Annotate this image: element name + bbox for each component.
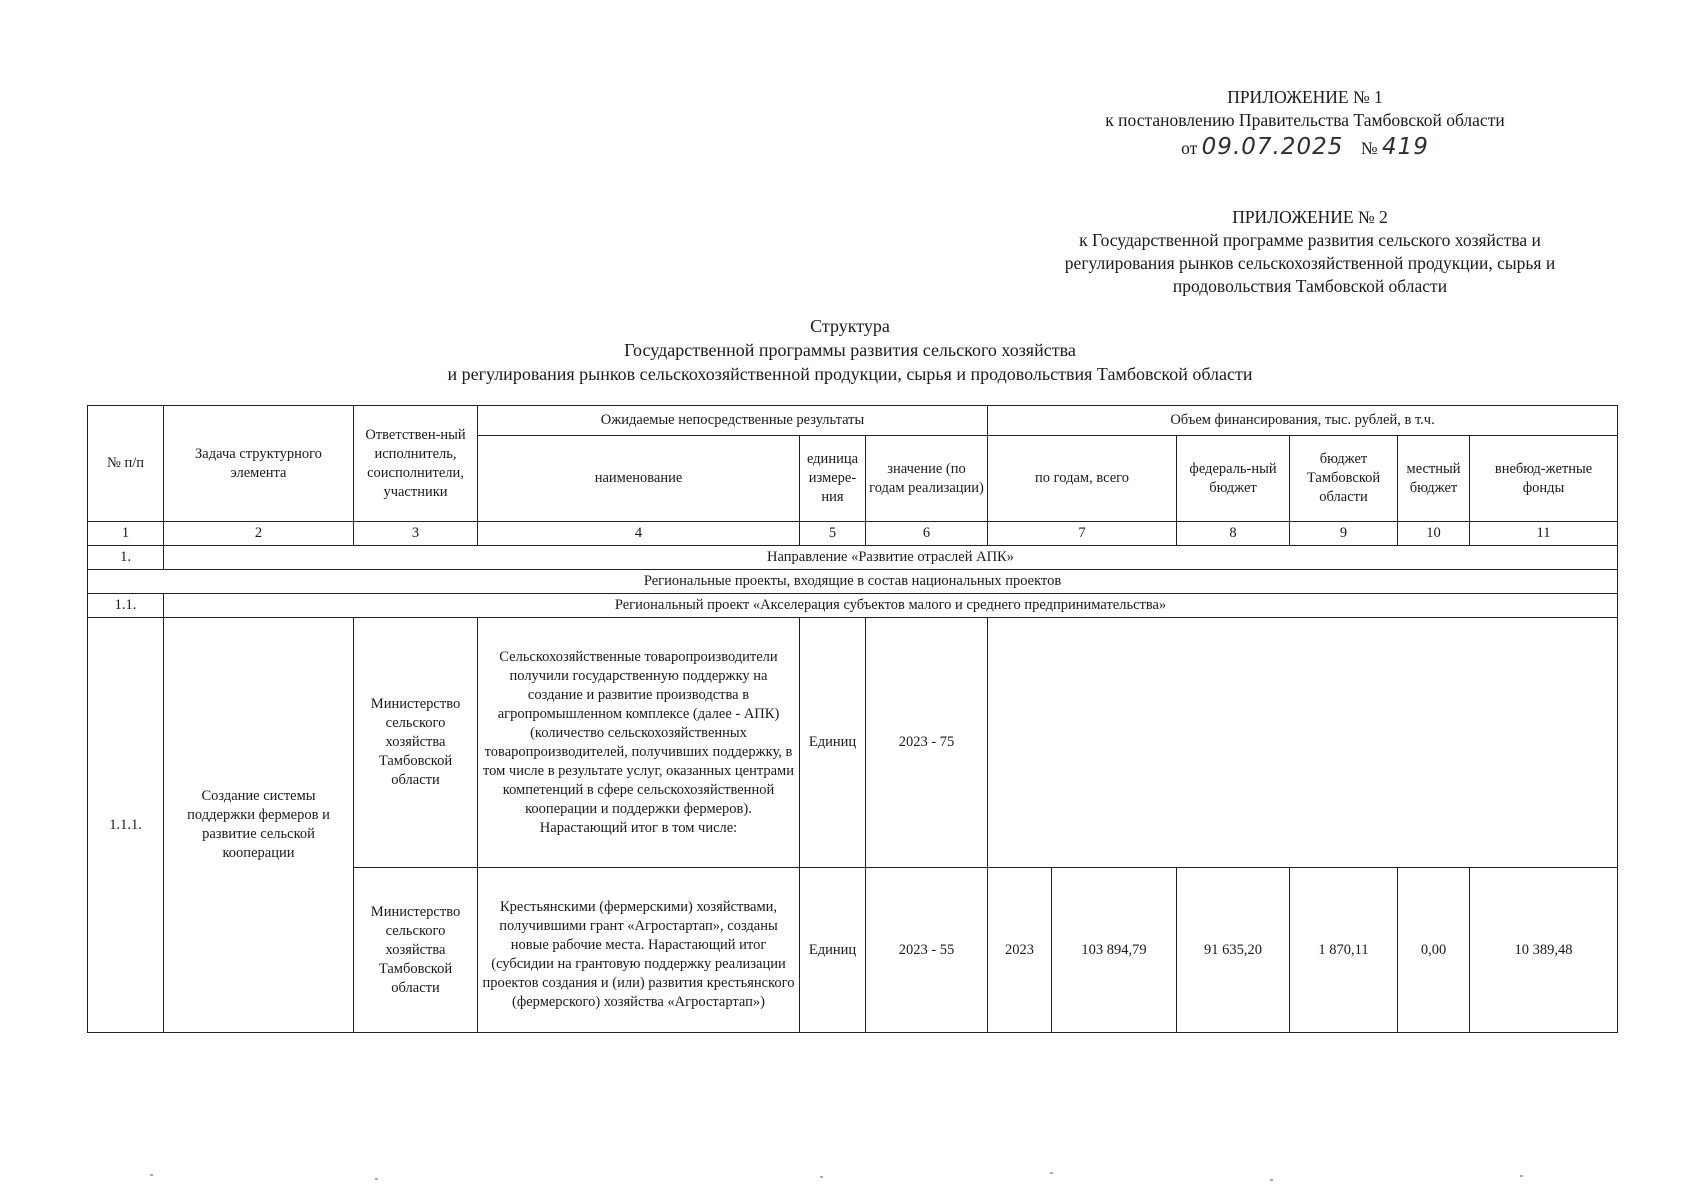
appendix-1-title: ПРИЛОЖЕНИЕ № 1 bbox=[1227, 87, 1383, 107]
col-number: 8 bbox=[1177, 522, 1290, 546]
row-responsible: Министерство сельского хозяйства Тамбовской области bbox=[354, 618, 478, 868]
header-financing: Объем финансирования, тыс. рублей, в т.ч. bbox=[988, 406, 1618, 436]
row-offbudget: 10 389,48 bbox=[1470, 868, 1618, 1033]
header-expected-results: Ожидаемые непосредственные результаты bbox=[478, 406, 988, 436]
section-number: 1. bbox=[88, 546, 164, 570]
column-numbers-row bbox=[88, 522, 1618, 546]
date-prefix: от bbox=[1181, 138, 1198, 158]
col-number: 7 bbox=[988, 522, 1177, 546]
row-value: 2023 - 55 bbox=[866, 868, 988, 1033]
header-local: местный бюджет bbox=[1398, 436, 1470, 522]
appendix-2-block bbox=[1030, 206, 1590, 298]
header-responsible: Ответствен-ный исполнитель, соисполнители, участники bbox=[354, 406, 478, 522]
header-value: значение (по годам реализации) bbox=[866, 436, 988, 522]
scan-speck bbox=[1270, 1179, 1273, 1181]
col-number: 1 bbox=[88, 522, 164, 546]
structure-table bbox=[87, 405, 1618, 1033]
appendix-2-title: ПРИЛОЖЕНИЕ № 2 bbox=[1232, 207, 1388, 227]
header-unit: единица измере-ния bbox=[800, 436, 866, 522]
row-financing-empty bbox=[988, 618, 1618, 868]
appendix-1-block bbox=[1080, 86, 1530, 160]
row-federal: 91 635,20 bbox=[1177, 868, 1290, 1033]
title-line-3: и регулирования рынков сельскохозяйственной продукции, сырья и продовольствия Тамбовской области bbox=[447, 364, 1253, 384]
title-line-1: Структура bbox=[810, 316, 890, 336]
scan-speck bbox=[150, 1174, 153, 1176]
section-number: 1.1. bbox=[88, 594, 164, 618]
col-number: 9 bbox=[1290, 522, 1398, 546]
scan-speck bbox=[1520, 1175, 1523, 1177]
table-row-1-1-1 bbox=[88, 618, 1618, 868]
section-row-1 bbox=[88, 546, 1618, 570]
row-result-name: Крестьянскими (фермерскими) хозяйствами, получившими грант «Агростартап», созданы новые рабочие места. Нарастающий итог (субсидии на грантовую поддержку реализации проектов создания и (или) развития крестьянского (фермерского) хозяйства «Агростартап») bbox=[478, 868, 800, 1033]
appendix-2-line-3: продовольствия Тамбовской области bbox=[1172, 276, 1448, 296]
title-line-2: Государственной программы развития сельского хозяйства bbox=[624, 340, 1076, 360]
col-number: 2 bbox=[164, 522, 354, 546]
appendix-2-line-2: регулирования рынков сельскохозяйственной продукции, сырья и bbox=[1064, 253, 1556, 273]
row-unit: Единиц bbox=[800, 618, 866, 868]
col-number: 6 bbox=[866, 522, 988, 546]
handwritten-number: 419 bbox=[1381, 134, 1429, 160]
header-num: № п/п bbox=[88, 406, 164, 522]
row-unit: Единиц bbox=[800, 868, 866, 1033]
subsection-title: Региональные проекты, входящие в состав национальных проектов bbox=[88, 570, 1618, 594]
col-number: 5 bbox=[800, 522, 866, 546]
row-regional: 1 870,11 bbox=[1290, 868, 1398, 1033]
col-number: 3 bbox=[354, 522, 478, 546]
section-title: Региональный проект «Акселерация субъектов малого и среднего предпринимательства» bbox=[164, 594, 1618, 618]
subsection-row bbox=[88, 570, 1618, 594]
appendix-1-date-line bbox=[1080, 136, 1530, 160]
row-number: 1.1.1. bbox=[88, 618, 164, 1033]
row-year: 2023 bbox=[988, 868, 1052, 1033]
header-by-years: по годам, всего bbox=[988, 436, 1177, 522]
handwritten-date: 09.07.2025 bbox=[1201, 134, 1344, 160]
scan-noise bbox=[0, 1170, 1697, 1190]
header-federal: федераль-ный бюджет bbox=[1177, 436, 1290, 522]
number-prefix: № bbox=[1360, 138, 1378, 158]
col-number: 4 bbox=[478, 522, 800, 546]
document-title bbox=[300, 314, 1400, 386]
appendix-2-line-1: к Государственной программе развития сельского хозяйства и bbox=[1079, 230, 1541, 250]
section-row-1-1 bbox=[88, 594, 1618, 618]
row-local: 0,00 bbox=[1398, 868, 1470, 1033]
header-offbudget: внебюд-жетные фонды bbox=[1470, 436, 1618, 522]
scan-speck bbox=[375, 1178, 378, 1180]
header-task: Задача структурного элемента bbox=[164, 406, 354, 522]
row-task: Создание системы поддержки фермеров и развитие сельской кооперации bbox=[164, 618, 354, 1033]
col-number: 10 bbox=[1398, 522, 1470, 546]
header-regional: бюджет Тамбовской области bbox=[1290, 436, 1398, 522]
section-title: Направление «Развитие отраслей АПК» bbox=[164, 546, 1618, 570]
scan-speck bbox=[820, 1176, 823, 1178]
row-total: 103 894,79 bbox=[1052, 868, 1177, 1033]
col-number: 11 bbox=[1470, 522, 1618, 546]
header-row-1 bbox=[88, 406, 1618, 436]
appendix-1-line: к постановлению Правительства Тамбовской области bbox=[1105, 110, 1505, 130]
header-name: наименование bbox=[478, 436, 800, 522]
row-result-name: Сельскохозяйственные товаропроизводители получили государственную поддержку на создание и развитие производства в агропромышленном комплексе (далее - АПК) (количество сельскохозяйственных товаропроизводителей, получивших поддержку, в том числе в результате услуг, оказанных центрами компетенций в сфере сельскохозяйственной кооперации и поддержки фермеров). Нарастающий итог в том числе: bbox=[478, 618, 800, 868]
row-value: 2023 - 75 bbox=[866, 618, 988, 868]
scan-speck bbox=[1050, 1172, 1053, 1174]
row-responsible: Министерство сельского хозяйства Тамбовской области bbox=[354, 868, 478, 1033]
